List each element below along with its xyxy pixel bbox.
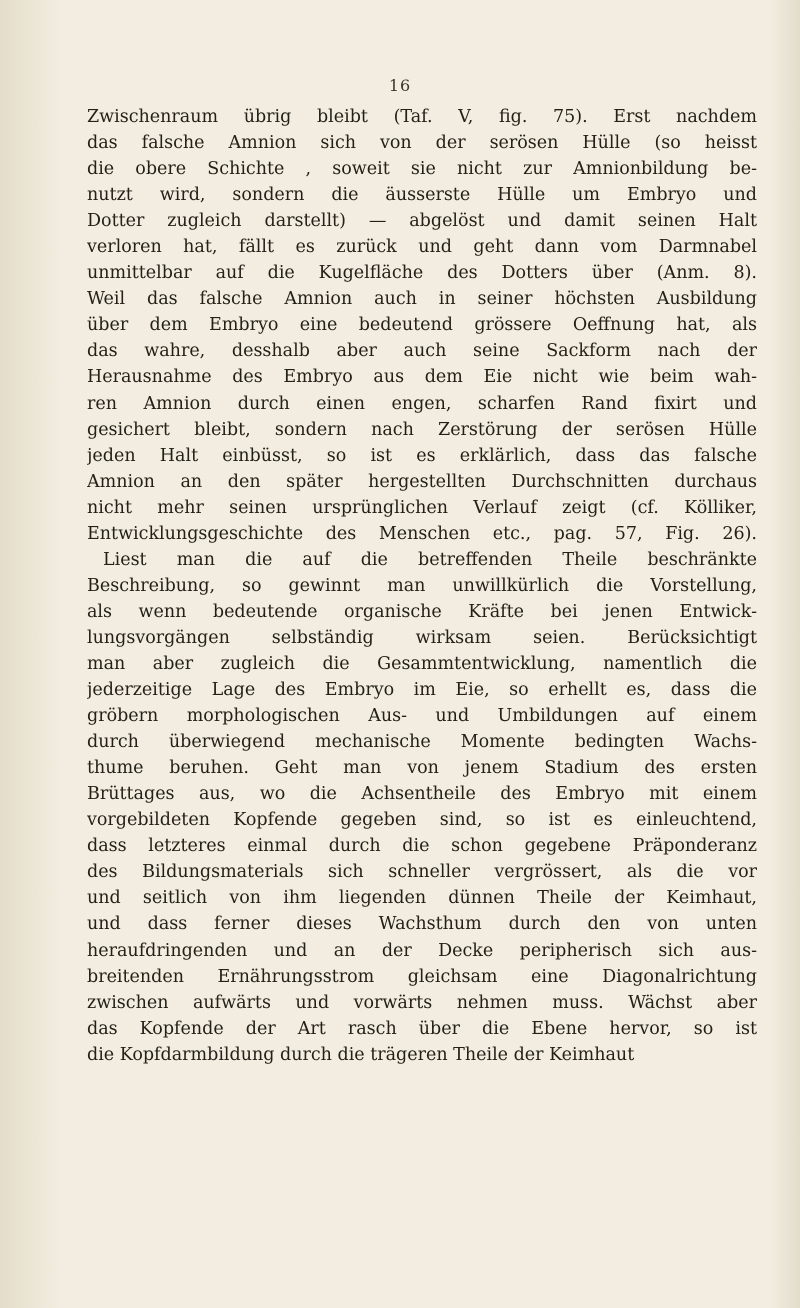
text-line: gröbern morphologischen Aus- und Umbildungen auf einem [87,706,757,727]
body-text [87,104,757,1068]
text-line: als wenn bedeutende organische Kräfte bei jenen Entwick- [87,601,757,622]
text-line: jederzeitige Lage des Embryo im Eie, so erhellt es, dass die [87,680,757,701]
text-line: Beschreibung, so gewinnt man unwillkürlich die Vorstellung, [87,575,757,596]
text-line: jeden Halt einbüsst, so ist es erklärlich, dass das falsche [87,445,757,466]
text-line: man aber zugleich die Gesammtentwicklung, namentlich die [87,653,757,674]
text-line: dass letzteres einmal durch die schon gegebene Präponderanz [87,836,757,857]
text-line: zwischen aufwärts und vorwärts nehmen muss. Wächst aber [87,992,757,1013]
text-line: lungsvorgängen selbständig wirksam seien. Berücksichtigt [87,627,757,648]
text-line: das wahre, desshalb aber auch seine Sackform nach der [87,341,757,362]
text-line: die Kopfdarmbildung durch die trägeren Theile der Keimhaut [87,1044,635,1065]
text-line: nicht mehr seinen ursprünglichen Verlauf zeigt (cf. Kölliker, [87,497,757,518]
text-line: gesichert bleibt, sondern nach Zerstörung der serösen Hülle [87,419,757,440]
text-line: vorgebildeten Kopfende gegeben sind, so ist es einleuchtend, [87,810,757,831]
text-line: des Bildungsmaterials sich schneller vergrössert, als die vor [87,862,757,883]
text-line: verloren hat, fällt es zurück und geht dann vom Darmnabel [87,237,757,258]
text-line: thume beruhen. Geht man von jenem Stadium des ersten [87,758,757,779]
text-line: das falsche Amnion sich von der serösen Hülle (so heisst [87,133,757,154]
text-line: ren Amnion durch einen engen, scharfen Rand fixirt und [87,393,757,414]
text-line: unmittelbar auf die Kugelfläche des Dotters über (Anm. 8). [87,263,757,284]
text-line: heraufdringenden und an der Decke peripherisch sich aus- [87,940,757,961]
text-line: Weil das falsche Amnion auch in seiner höchsten Ausbildung [87,289,757,310]
text-line: breitenden Ernährungsstrom gleichsam eine Diagonalrichtung [87,966,757,987]
text-line: die obere Schichte , soweit sie nicht zur Amnionbildung be- [87,159,757,180]
text-line: Dotter zugleich darstellt) — abgelöst und damit seinen Halt [87,211,757,232]
text-line: Zwischenraum übrig bleibt (Taf. V, fig. 75). Erst nachdem [87,107,757,127]
text-line: Amnion an den später hergestellten Durchschnitten durchaus [87,471,757,492]
text-line: nutzt wird, sondern die äusserste Hülle um Embryo und [87,185,757,206]
text-line: und seitlich von ihm liegenden dünnen Theile der Keimhaut, [87,888,757,909]
text-line: das Kopfende der Art rasch über die Ebene hervor, so ist [87,1018,757,1039]
text-line: über dem Embryo eine bedeutend grössere Oeffnung hat, als [87,315,757,336]
text-line: Brüttages aus, wo die Achsentheile des Embryo mit einem [87,784,757,805]
text-line: und dass ferner dieses Wachsthum durch den von unten [87,914,757,935]
text-line: Entwicklungsgeschichte des Menschen etc., pag. 57, Fig. 26). [87,523,757,544]
text-line: durch überwiegend mechanische Momente bedingten Wachs- [87,732,757,753]
text-line: Liest man die auf die betreffenden Theile beschränkte [103,549,757,570]
page-number: 16 [388,76,412,95]
text-line: Herausnahme des Embryo aus dem Eie nicht wie beim wah- [87,367,757,388]
